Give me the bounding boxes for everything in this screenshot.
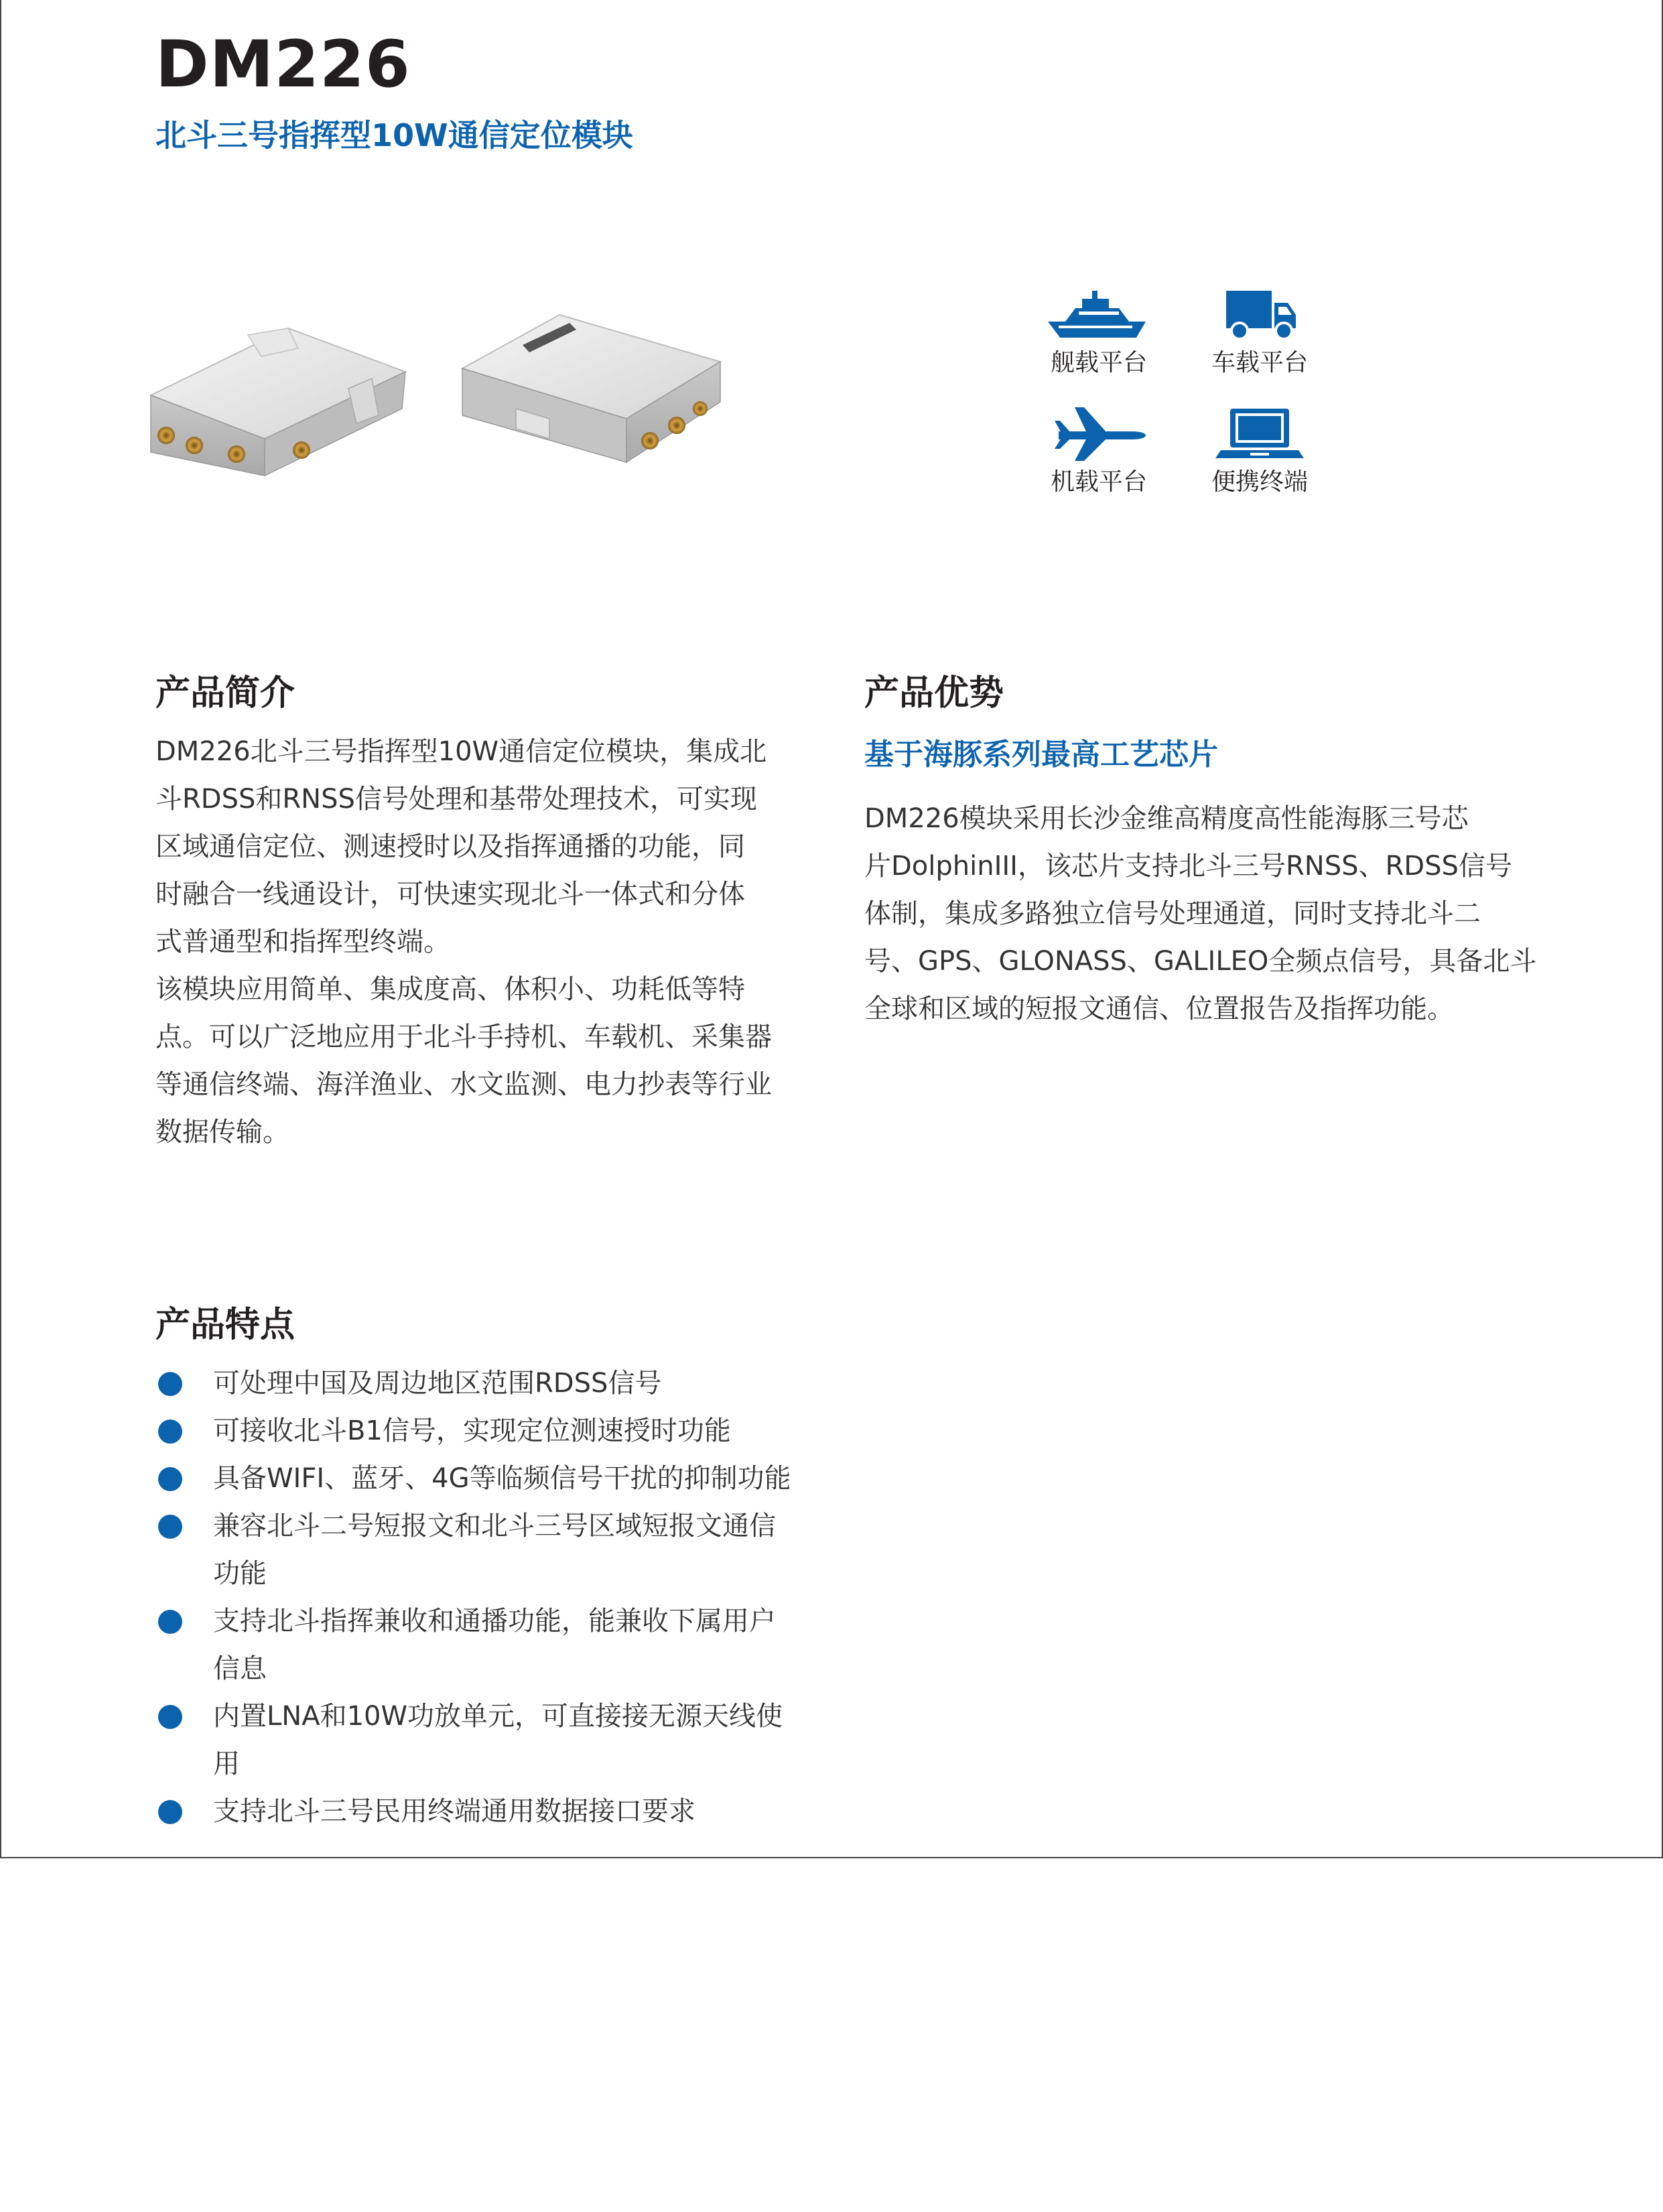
bullet-dot-icon: [158, 1610, 182, 1634]
advantage-line: 号、GPS、GLONASS、GALILEO全频点信号，具备北斗: [864, 946, 1537, 977]
intro-line: 区域通信定位、测速授时以及指挥通播的功能，同: [155, 831, 745, 862]
intro-line: 数据传输。: [155, 1117, 289, 1148]
platform-label-airplane: 机载平台: [1050, 468, 1147, 496]
intro-line: 时融合一线通设计，可快速实现北斗一体式和分体: [155, 879, 745, 910]
page-subtitle: 北斗三号指挥型10W通信定位模块: [155, 117, 633, 153]
platform-ship: [1025, 288, 1173, 378]
platform-label-ship: 舰载平台: [1050, 349, 1147, 376]
feature-item: [155, 1360, 852, 1407]
laptop-icon: [1206, 407, 1313, 461]
intro-paragraph: [155, 728, 799, 1156]
platform-label-laptop: 便携终端: [1211, 468, 1308, 496]
advantage-subheading: 基于海豚系列最高工艺芯片: [864, 738, 1218, 772]
intro-line: 斗RDSS和RNSS信号处理和基带处理技术，可实现: [155, 784, 757, 815]
feature-item: [155, 1455, 852, 1503]
module-back-view: [462, 315, 720, 462]
platform-truck: [1186, 288, 1333, 378]
platform-airplane: [1025, 407, 1173, 497]
feature-line: 信息: [213, 1653, 267, 1684]
feature-line: 用: [213, 1748, 240, 1779]
bullet-dot-icon: [158, 1372, 182, 1396]
feature-line: 可处理中国及周边地区范围RDSS信号: [213, 1368, 662, 1399]
feature-item: [155, 1788, 852, 1836]
intro-line: 等通信终端、海洋渔业、水文监测、电力抄表等行业: [155, 1069, 772, 1100]
features-heading: 产品特点: [155, 1305, 295, 1345]
features-list: [155, 1360, 852, 1836]
feature-item: [155, 1693, 852, 1788]
feature-line: 可接收北斗B1信号，实现定位测速授时功能: [213, 1415, 731, 1446]
feature-line: 支持北斗指挥兼收和通播功能，能兼收下属用户: [213, 1606, 776, 1637]
feature-item: [155, 1503, 852, 1598]
platform-icons: [1025, 288, 1347, 509]
bullet-dot-icon: [158, 1467, 182, 1491]
advantage-line: DM226模块采用长沙金维高精度高性能海豚三号芯: [864, 803, 1469, 834]
bullet-dot-icon: [158, 1705, 182, 1729]
ship-icon: [1045, 288, 1152, 342]
product-images: [147, 308, 737, 502]
platform-laptop: [1186, 407, 1333, 497]
intro-heading: 产品简介: [155, 673, 295, 713]
bullet-dot-icon: [158, 1800, 182, 1824]
feature-line: 支持北斗三号民用终端通用数据接口要求: [213, 1796, 695, 1827]
advantage-line: 片DolphinIII，该芯片支持北斗三号RNSS、RDSS信号: [864, 851, 1512, 882]
airplane-icon: [1045, 407, 1152, 461]
advantage-paragraph: [864, 795, 1541, 1033]
platform-label-truck: 车载平台: [1211, 349, 1308, 376]
advantage-line: 全球和区域的短报文通信、位置报告及指挥功能。: [864, 993, 1454, 1024]
bullet-dot-icon: [158, 1515, 182, 1539]
advantage-heading: 产品优势: [864, 673, 1004, 713]
feature-line: 内置LNA和10W功放单元，可直接接无源天线使: [213, 1701, 783, 1732]
truck-icon: [1206, 288, 1313, 342]
feature-item: [155, 1407, 852, 1455]
intro-line: DM226北斗三号指挥型10W通信定位模块，集成北: [155, 736, 767, 767]
intro-line: 该模块应用简单、集成度高、体积小、功耗低等特: [155, 974, 745, 1005]
feature-item: [155, 1598, 852, 1693]
page-title: DM226: [155, 27, 411, 102]
advantage-line: 体制，集成多路独立信号处理通道，同时支持北斗二: [864, 898, 1481, 929]
feature-line: 功能: [213, 1558, 267, 1589]
intro-line: 点。可以广泛地应用于北斗手持机、车载机、采集器: [155, 1022, 772, 1052]
intro-line: 式普通型和指挥型终端。: [155, 926, 450, 957]
module-front-view: [151, 328, 405, 476]
bullet-dot-icon: [158, 1420, 182, 1444]
feature-line: 兼容北斗二号短报文和北斗三号区域短报文通信: [213, 1511, 776, 1541]
feature-line: 具备WIFI、蓝牙、4G等临频信号干扰的抑制功能: [213, 1463, 791, 1494]
